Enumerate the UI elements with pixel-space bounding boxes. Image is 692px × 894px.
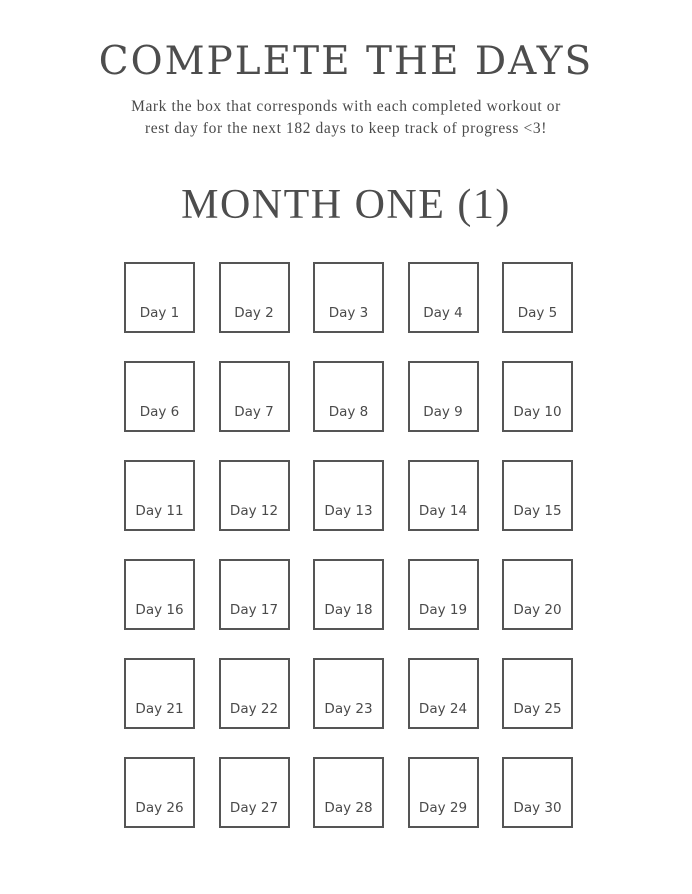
day-checkbox[interactable] [313, 559, 384, 630]
day-checkbox[interactable] [408, 262, 479, 333]
day-label: Day 24 [418, 701, 468, 717]
day-label: Day 23 [324, 701, 373, 717]
day-label: Day 2 [234, 305, 274, 321]
day-label: Day 25 [513, 701, 562, 717]
day-checkbox[interactable] [313, 658, 384, 729]
day-checkbox[interactable] [313, 262, 384, 333]
day-label: Day 20 [513, 602, 562, 618]
day-label: Day 17 [229, 602, 279, 618]
day-label: Day 8 [328, 404, 369, 420]
day-checkbox[interactable] [124, 559, 195, 630]
day-checkbox[interactable] [124, 757, 195, 828]
month-title: MONTH ONE (1) [181, 182, 511, 228]
day-label: Day 7 [234, 404, 274, 420]
day-checkbox[interactable] [313, 757, 384, 828]
day-checkbox[interactable] [502, 658, 573, 729]
day-label: Day 10 [513, 404, 562, 420]
day-label: Day 28 [324, 800, 373, 816]
day-checkbox[interactable] [502, 559, 573, 630]
day-checkbox[interactable] [219, 460, 290, 531]
day-checkbox[interactable] [408, 460, 479, 531]
day-label: Day 22 [229, 701, 279, 717]
day-checkbox[interactable] [219, 757, 290, 828]
day-label: Day 18 [324, 602, 373, 618]
day-label: Day 5 [517, 305, 558, 321]
day-label: Day 21 [135, 701, 184, 717]
day-label: Day 4 [423, 305, 463, 321]
day-checkbox[interactable] [313, 361, 384, 432]
day-checkbox[interactable] [313, 460, 384, 531]
day-checkbox[interactable] [408, 757, 479, 828]
day-checkbox[interactable] [124, 460, 195, 531]
day-checkbox[interactable] [124, 658, 195, 729]
day-label: Day 16 [135, 602, 184, 618]
day-tracker-grid [124, 262, 574, 828]
day-checkbox[interactable] [502, 361, 573, 432]
day-label: Day 29 [418, 800, 468, 816]
day-label: Day 15 [513, 503, 562, 519]
day-label: Day 11 [135, 503, 184, 519]
day-checkbox[interactable] [219, 262, 290, 333]
day-checkbox[interactable] [124, 361, 195, 432]
instructions-text: Mark the box that corresponds with each completed workout or rest day for the next 182 days to keep track of progress <3! [131, 98, 561, 137]
day-label: Day 1 [139, 305, 180, 321]
day-label: Day 6 [139, 404, 180, 420]
day-label: Day 13 [324, 503, 373, 519]
day-checkbox[interactable] [219, 559, 290, 630]
day-checkbox[interactable] [408, 559, 479, 630]
day-checkbox[interactable] [408, 658, 479, 729]
day-label: Day 27 [229, 800, 279, 816]
day-label: Day 19 [418, 602, 468, 618]
day-label: Day 12 [229, 503, 279, 519]
day-label: Day 3 [328, 305, 369, 321]
day-checkbox[interactable] [502, 460, 573, 531]
day-checkbox[interactable] [219, 361, 290, 432]
day-checkbox[interactable] [502, 757, 573, 828]
day-checkbox[interactable] [502, 262, 573, 333]
day-checkbox[interactable] [408, 361, 479, 432]
day-label: Day 26 [135, 800, 184, 816]
day-label: Day 30 [513, 800, 562, 816]
day-checkbox[interactable] [124, 262, 195, 333]
day-checkbox[interactable] [219, 658, 290, 729]
day-label: Day 14 [418, 503, 468, 519]
page-title: COMPLETE THE DAYS [98, 39, 594, 84]
day-label: Day 9 [423, 404, 463, 420]
